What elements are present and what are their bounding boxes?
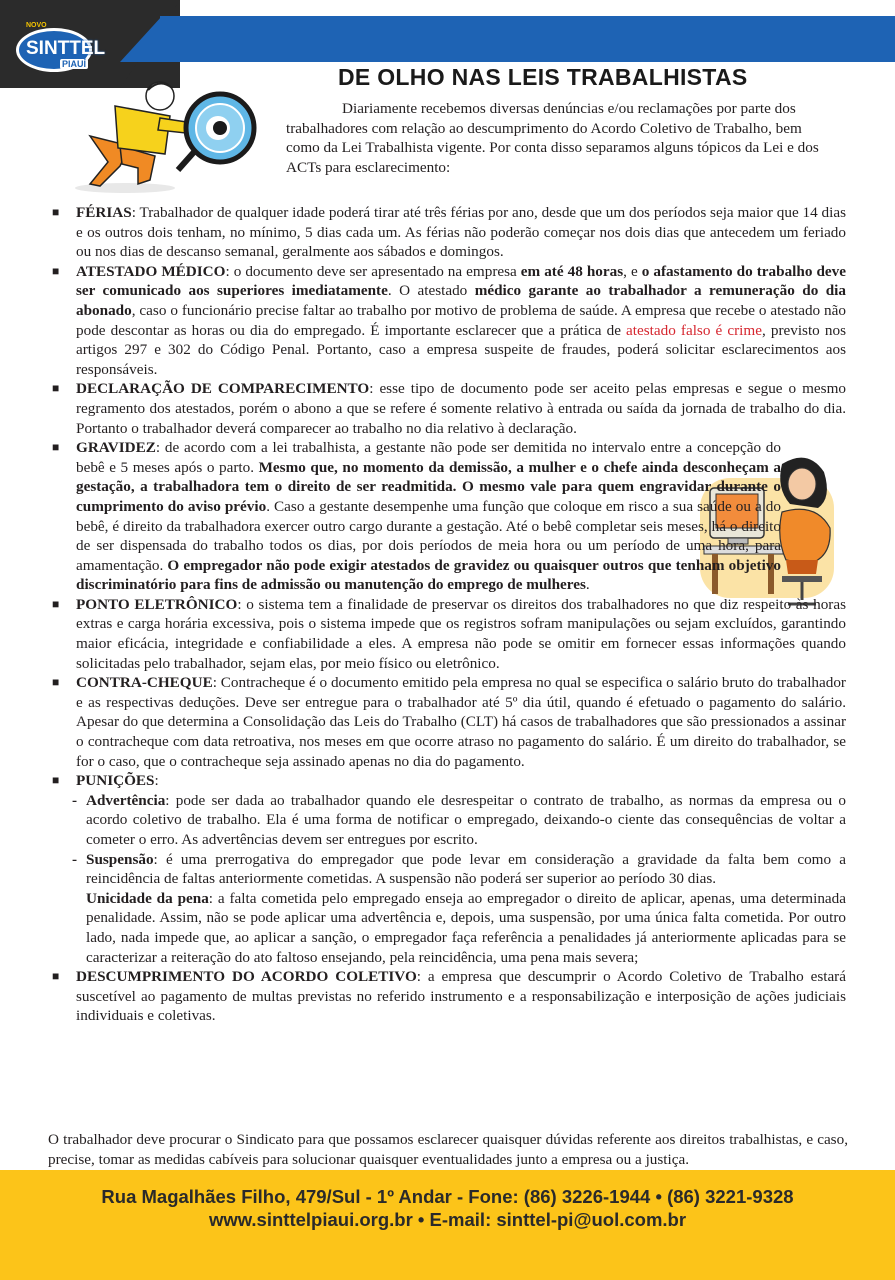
topic-ponto-eletronico: [48, 595, 846, 673]
dash-marker: -: [72, 850, 78, 868]
topic-text: : Trabalhador de qualquer idade poderá tirar até três férias por ano, desde que um dos períodos seja maior que 14 dias e os outros dois tenham, no mínimo, 5 dias cada um. As férias não poderão começar nos dois dias que antecedem um feriado ou nos dias de descanso semanal, geralmente aos sábados e domingos.: [76, 204, 846, 261]
header-blue-slant: [120, 16, 162, 62]
square-bullet-icon: ■: [52, 440, 60, 455]
logo-top-text: NOVO: [26, 22, 47, 29]
topic-heading: ATESTADO MÉDICO: [76, 262, 226, 280]
topic-text: , e: [623, 262, 642, 280]
sub-text: : pode ser dada ao trabalhador quando ele desrespeitar o contrato de trabalho, as normas da empresa ou o acordo coletivo de trabalho. Ela é uma forma de notificar o empregado, deixando-o ciente das consequências de voltar a cometer o erro. As advertências devem ser entregues por escrito.: [86, 791, 846, 848]
topic-heading: DECLARAÇÃO DE COMPARECIMENTO: [76, 380, 370, 398]
topic-gravidez: [48, 438, 781, 595]
topic-text: : o sistema tem a finalidade de preservar os direitos dos trabalhadores no que diz respeito às horas extras e carga horária excessiva, pois o sistema impede que os registros sofram manipulações ou sejam excluídos, garantindo maior eficácia, integridade e confiabilidade a eles. A empresa não pode se omitir em fornecer essas informações quando solicitadas pelo trabalhador, sejam elas, por meio físico ou eletrônico.: [76, 595, 846, 672]
sub-advertencia: [48, 791, 846, 850]
topic-emphasis: O empregador não pode exigir atestados de gravidez ou quaisquer outros que tenham objetivo discriminatório para fins de admissão ou manutenção do emprego de mulheres: [76, 556, 781, 594]
sub-text: : é uma prerrogativa do empregador que pode levar em consideração a gravidade da falta bem como a reincidência de faltas anteriormente cometidas. A suspensão não poderá ser superior ao período 30 dias.: [86, 850, 846, 888]
topic-text: : a empresa que descumprir o Acordo Coletivo de Trabalho estará suscetível ao pagamento de multas previstas no referido instrumento e a responsabilização e interposição de ações judiciais individuais e coletivas.: [76, 968, 846, 1025]
topic-atestado-medico: [48, 262, 846, 380]
logo-sub: PIAUÍ: [62, 59, 87, 69]
page-title: DE OLHO NAS LEIS TRABALHISTAS: [338, 64, 748, 90]
square-bullet-icon: ■: [52, 263, 60, 278]
topic-text: .: [585, 576, 590, 594]
intro-paragraph: [286, 99, 836, 177]
topic-heading: DESCUMPRIMENTO DO ACORDO COLETIVO: [76, 968, 417, 986]
topic-text: : Contracheque é o documento emitido pela empresa no qual se especifica o salário bruto do trabalhador e as respectivas deduções. Deve ser entregue para o trabalhador até 5º dia útil, quando é efetuado o pagamento do salário. Apesar do que determina a Consolidação das Leis do Trabalho (CLT) há casos de trabalhadores que são pressionados a assinar o contracheque com data retroativa, nos meses em que ocorre atraso no pagamento do salário. É um direito do trabalhador, se for o caso, que o contracheque seja assinado apenas no dia do pagamento.: [76, 674, 846, 770]
topic-emphasis: médico garante ao trabalhador a remuneração do dia abonado: [76, 282, 846, 319]
topic-heading: PUNIÇÕES: [76, 772, 155, 790]
sub-text: : a falta cometida pelo empregado enseja ao empregador o direito de aplicar, apenas, uma determinada penalidade. Assim, não se pode aplicar uma advertência e, depois, uma suspensão, por uma única falta cometida. Por outro lado, nada impede que, ao aplicar a sanção, o empregador faça referência a penalidades já anteriormente aplicadas para se caracterizar a reiteração do ato faltoso ensejando, pela reincidência, uma pena mais severa;: [86, 889, 846, 966]
topic-emphasis: em até 48 horas: [520, 262, 624, 280]
header-blue-band: [160, 16, 895, 62]
topic-ferias: [48, 203, 846, 262]
topics-body: [48, 203, 846, 1026]
square-bullet-icon: ■: [52, 205, 60, 219]
detective-illustration-icon: [60, 76, 270, 196]
square-bullet-icon: ■: [52, 381, 60, 396]
topic-descumprimento: [48, 967, 846, 1026]
topic-text: . Caso a gestante desempenhe uma função que coloque em risco a sua saúde ou a do bebê, é direito da trabalhadora exercer outro cargo durante a gestação. Até o bebê completar seis meses, há o direito de ser dispensada do trabalho todos os dias, por dois períodos de meia hora ou um período de uma hora, para amamentação.: [76, 497, 781, 574]
topic-emphasis: o afastamento do trabalho deve ser comunicado aos superiores imediatamente: [76, 262, 846, 300]
sub-heading: Suspensão: [86, 850, 154, 868]
square-bullet-icon: ■: [52, 969, 60, 984]
square-bullet-icon: ■: [52, 675, 60, 690]
topic-punicoes: [48, 771, 846, 791]
square-bullet-icon: ■: [52, 596, 60, 611]
sub-heading: Unicidade da pena: [86, 889, 209, 907]
topic-text: , previsto nos artigos 297 e 302 do Código Penal. Portanto, caso a empresa suspeite de fraudes, poderá solicitar esclarecimentos aos responsáveis.: [76, 321, 846, 378]
sub-heading: Advertência: [86, 791, 166, 809]
topic-heading: FÉRIAS: [76, 204, 132, 221]
highlight-crime-text: atestado falso é crime: [626, 321, 762, 339]
topic-text: : esse tipo de documento pode ser aceito pelas empresas e segue o mesmo regramento dos atestados, porém o abono a que se refere é somente relativo à entrada ou saída da jornada de trabalho do dia. Portanto o trabalhador deverá comparecer ao trabalho no dia relativo à declaração.: [76, 380, 846, 437]
footer-web-email: www.sinttelpiaui.org.br • E-mail: sinttel-pi@uol.com.br: [208, 1209, 687, 1230]
intro-text: Diariamente recebemos diversas denúncias e/ou reclamações por parte dos trabalhadores com relação ao descumprimento do Acordo Coletivo de Trabalho, bem como da Lei Trabalhista vigente. Por conta disso separamos alguns tópicos da Lei e dos ACTs para esclarecimento:: [286, 100, 819, 176]
sub-suspensao: [48, 850, 846, 889]
topic-text: , caso o funcionário precise faltar ao trabalho por motivo de problema de saúde. A empresa que recebe o atestado não pode descontar as horas ou dia do empregado. É importante esclarecer que a prática de: [76, 301, 846, 339]
topic-text: . O atestado: [387, 282, 475, 300]
square-bullet-icon: ■: [52, 773, 60, 788]
dash-marker: -: [72, 791, 78, 809]
topic-heading: PONTO ELETRÔNICO: [76, 595, 238, 613]
topic-heading: GRAVIDEZ: [76, 439, 156, 457]
logo-name: SINTTEL: [26, 38, 106, 59]
topic-text: : o documento deve ser apresentado na empresa: [225, 262, 521, 280]
sinttel-logo: [16, 22, 106, 72]
closing-paragraph: O trabalhador deve procurar o Sindicato para que possamos esclarecer quaisquer dúvidas referente aos direitos trabalhistas, e caso, precise, tomar as medidas cabíveis para solucionar quaisquer eventualidades junto a empresa ou a justiça.: [48, 1131, 848, 1168]
topic-contra-cheque: [48, 673, 846, 771]
topic-text: : de acordo com a lei trabalhista, a gestante não pode ser demitida no intervalo entre a concepção do bebê e 5 meses após o parto.: [76, 439, 781, 476]
topic-declaracao: [48, 379, 846, 438]
topic-colon: :: [154, 772, 159, 790]
footer-address: Rua Magalhães Filho, 479/Sul - 1º Andar - Fone: (86) 3226-1944 • (86) 3221-9328: [101, 1186, 794, 1207]
topic-emphasis: Mesmo que, no momento da demissão, a mulher e o chefe ainda desconheçam a gestação, a trabalhadora tem o direito de ser readmitida. O mesmo vale para quem engravidar durante o cumprimento do aviso prévio: [76, 458, 781, 515]
topic-heading: CONTRA-CHEQUE: [76, 674, 213, 692]
sub-unicidade: [48, 889, 846, 967]
